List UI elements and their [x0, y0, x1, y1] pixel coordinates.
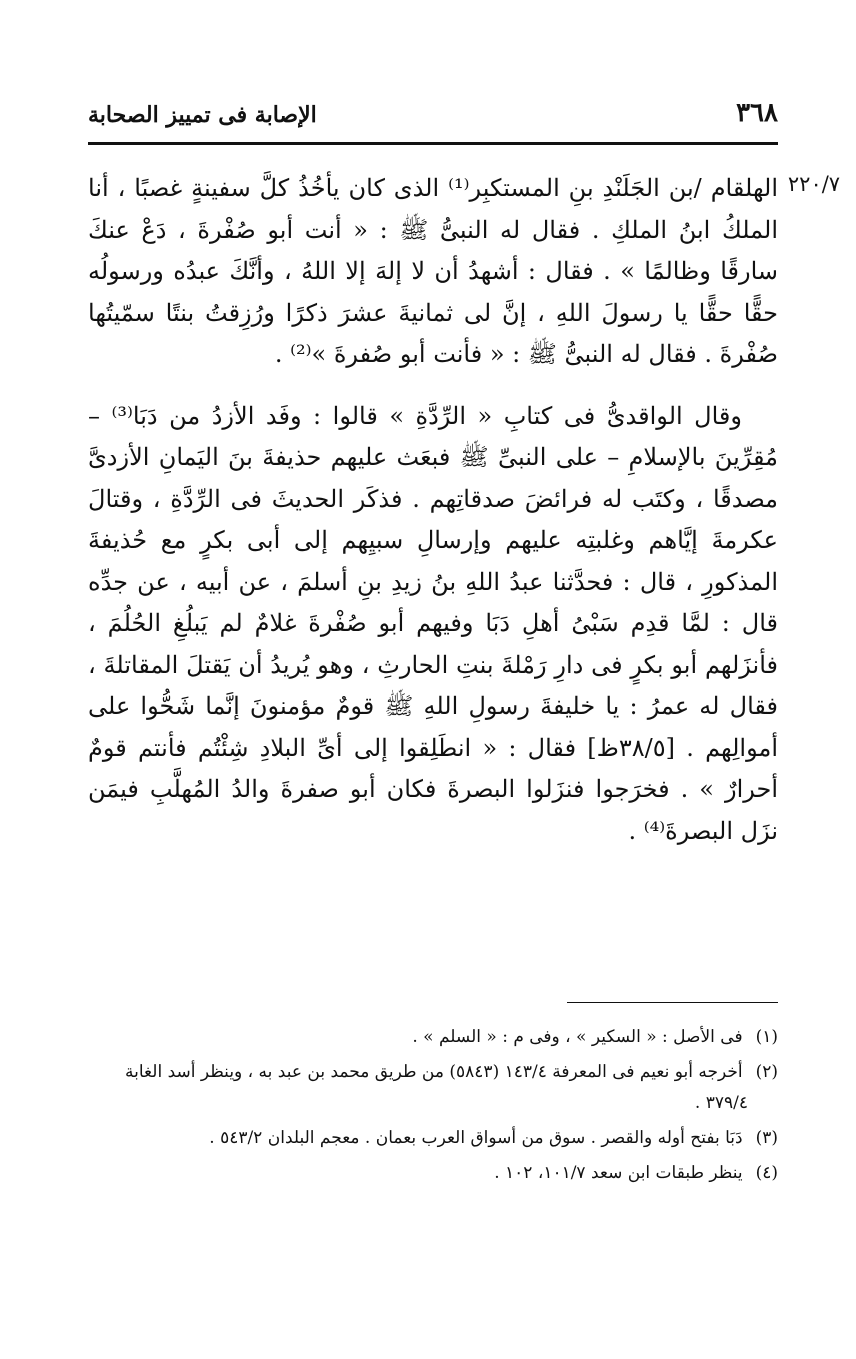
footnote-text: أخرجه أبو نعيم فى المعرفة ١٤٣/٤ (٥٨٤٣) من طريق محمد بن عبد به ، وينظر أسد الغابة ٣٧٩/٤ .: [125, 1062, 748, 1113]
footnote-number: (٤): [755, 1163, 778, 1183]
header-rule: [88, 142, 778, 145]
footnote-number: (٢): [755, 1062, 778, 1082]
footnote: [90, 1158, 778, 1189]
footnote-separator: [567, 1002, 778, 1003]
running-title: الإصابة فى تمييز الصحابة: [88, 102, 317, 128]
footnote: [90, 1022, 778, 1053]
footnote-text: فى الأصل : « السكير » ، وفى م : « السلم » .: [412, 1027, 743, 1047]
footnote: [90, 1057, 778, 1119]
footnote-number: (١): [755, 1027, 778, 1047]
entry-number: ٢٢٠/٧: [787, 172, 841, 196]
footnote: [90, 1123, 778, 1154]
footnote-number: (٣): [755, 1128, 778, 1148]
main-text: [88, 168, 778, 852]
paragraph: وقال الواقدىُّ فى كتابِ « الرِّدَّةِ » قالوا : وفَد الأزدُ من دَبَا⁽³⁾ – مُقِرِّينَ بالإسلامِ – على النبىِّ ﷺ فبعَث عليهم حذيفةَ بنَ اليَمانِ الأزدىَّ مصدقًا ، وكتَب له فرائضَ صدقاتِهم . فذكَر الحديثَ فى الرِّدَّةِ ، وقتالَ عكرمةَ إيَّاهم وغلبتِه عليهم وإرسالِ سبيِهم إلى أبى بكرٍ مع حُذيفةَ المذكورِ ، قال : فحدَّثنا عبدُ اللهِ بنُ زيدِ بنِ أسلمَ ، عن أبيه ، عن جدِّه قال : لمَّا قدِم سَبْىُ أهلِ دَبَا وفيهم أبو صُفْرةَ غلامٌ لم يَبلُغِ الحُلُمَ ، فأنزَلهم أبو بكرٍ فى دارِ رَمْلةَ بنتِ الحارثِ ، وهو يُريدُ أن يَقتلَ المقاتلةَ ، فقال له عمرُ : يا خليفةَ رسولِ اللهِ ﷺ قومٌ مؤمنونَ إنَّما شَحُّوا على أموالِهم . [٣٨/٥ظ] فقال : « انطَلِقوا إلى أىِّ البلادِ شِئْتُم فأنتم قومٌ أحرارٌ » . فخرَجوا فنزَلوا البصرةَ فكان أبو صفرةَ والدُ المُهلَّبِ فيمَن نزَل البصرةَ⁽⁴⁾ .: [88, 401, 779, 845]
paragraph: الهلقام /بن الجَلَنْدِ بنِ المستكبِر⁽¹⁾ الذى كان يأخُذُ كلَّ سفينةٍ غصبًا ، أنا الملكُ ابنُ الملكِ . فقال له النبىُّ ﷺ : « أنت أبو صُفْرةَ ، دَعْ عنكَ سارقًا وظالمًا » . فقال : أشهدُ أن لا إلهَ إلا اللهُ ، وأنَّكَ عبدُه ورسولُه حقًّا حقًّا يا رسولَ اللهِ ، إنَّ لى ثمانيةَ عشرَ ذكرًا ورُزِقتُ بنتًا سمّيتُها صُفْرةَ . فقال له النبىُّ ﷺ : « فأنت أبو صُفرةَ »⁽²⁾ .: [88, 174, 778, 368]
page-header: [88, 88, 778, 128]
footnote-text: دَبَا بفتح أوله والقصر . سوق من أسواق العرب بعمان . معجم البلدان ٥٤٣/٢ .: [209, 1128, 743, 1148]
page-number: ٣٦٨: [736, 98, 778, 128]
footnote-text: ينظر طبقات ابن سعد ١٠١/٧، ١٠٢ .: [494, 1163, 743, 1183]
footnotes: [90, 1022, 778, 1193]
